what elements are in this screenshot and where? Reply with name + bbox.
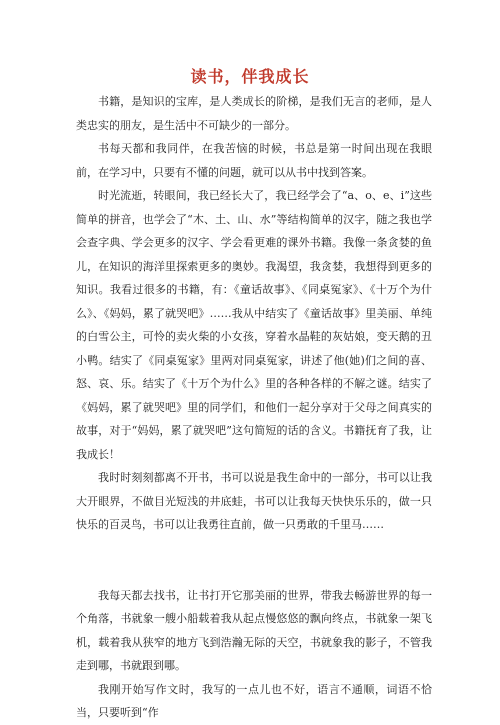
paragraph: 书籍，是知识的宝库，是人类成长的阶梯，是我们无言的老师，是人类忠实的朋友，是生活中不可缺少的一部分。 [76, 95, 432, 132]
paragraph: 时光流逝，转眼间，我已经长大了，我已经学会了“a、o、e、i”这些简单的拼音，也学会了“木、土、山、水”等结构简单的汉字，随之我也学会查字典、学会更多的汉字、学会看更难的课外书籍。我像一条贪婪的鱼儿，在知识的海洋里探索更多的奥妙。我渴望，我贪婪，我想得到更多的知识。我看过很多的书籍，有：《童话故事》、《同桌冤家》、《十万个为什么》、《妈妈，累了就哭吧》……我从中结实了《童话故事》里美丽、单纯的白雪公主，可怜的卖火柴的小女孩，穿着水晶鞋的灰姑娘，变天鹅的丑小鸭。结实了《同桌冤家》里两对同桌冤家，讲述了他(她)们之间的喜、怒、哀、乐。结实了《十万个为什么》里的各种各样的不解之谜。结实了《妈妈，累了就哭吧》里的同学们，和他们一起分享对于父母之间真实的故事，对于“妈妈，累了就哭吧”这句简短的话的含义。书籍抚育了我，让我成长！ [76, 189, 432, 461]
paragraph: 书每天都和我同伴，在我苦恼的时候，书总是第一时间出现在我眼前，在学习中，只要有不懂的问题，就可以从书中找到答案。 [76, 142, 432, 179]
document-body [76, 90, 432, 725]
paragraph: 我时时刻刻都离不开书，书可以说是我生命中的一部分，书可以让我大开眼界，不做目光短浅的井底蛙，书可以让我每天快快乐乐的，做一只快乐的百灵鸟，书可以让我勇往直前，做一只勇敢的千里马…… [76, 471, 432, 531]
document-title: 读书，伴我成长 [190, 67, 310, 86]
paragraph: 我刚开始写作文时，我写的一点儿也不好，语言不通顺，词语不恰当，只要听到“作 [76, 682, 432, 719]
paragraph-gap [76, 537, 432, 584]
paragraph: 我每天都去找书，让书打开它那美丽的世界，带我去畅游世界的每一个角落，书就象一艘小船载着我从起点慢悠悠的飘向终点，书就象一架飞机，载着我从狭窄的地方飞到浩瀚无际的天空，书就象我的影子，不管我走到哪，书就跟到哪。 [76, 588, 432, 672]
